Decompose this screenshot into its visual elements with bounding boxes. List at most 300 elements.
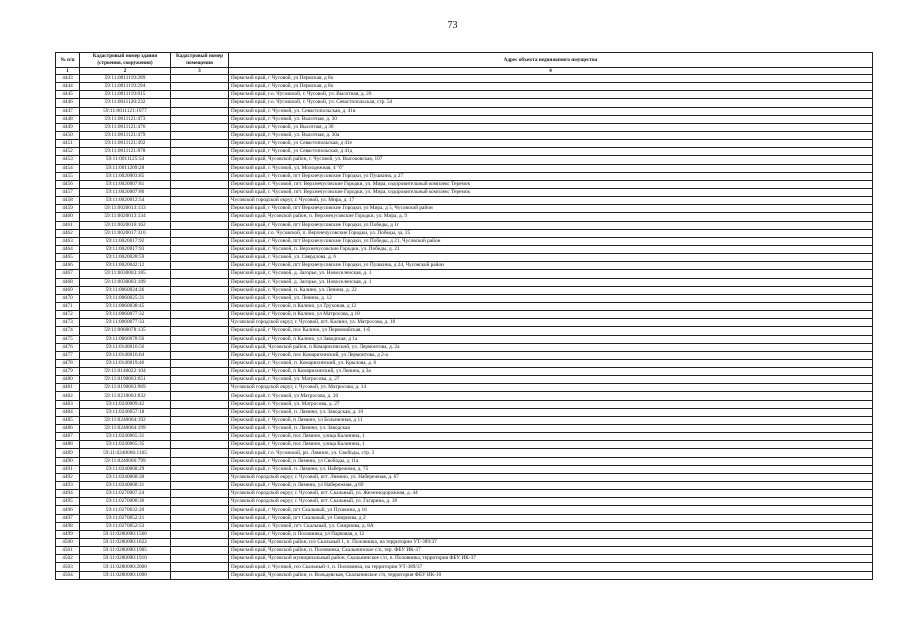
- premises-number: [171, 131, 229, 139]
- property-address: Пермский край, г Чусовой, ул Севастопольская, д 41д: [229, 148, 873, 156]
- premises-number: [171, 172, 229, 180]
- cadastral-number: 59:11:0190003:651: [80, 376, 171, 384]
- property-address: Пермский край, г.о. Чусовской, п. Верхнечусовские Городки, ул. Победы, зд. 25: [229, 229, 873, 237]
- cadastral-number: 59:11:0270032:20: [80, 506, 171, 514]
- premises-number: [171, 302, 229, 310]
- table-row: [56, 433, 873, 441]
- property-address: Пермский край, г. Чусовой, п/о Скальный-1, п. Половинка, на территории УТ-389/37: [229, 563, 873, 571]
- row-number: 4472: [56, 311, 80, 319]
- cadastral-number: 59:11:0140019:46: [80, 359, 171, 367]
- cadastral-number: 59:11:0140016:64: [80, 351, 171, 359]
- premises-number: [171, 539, 229, 547]
- property-address: Пермский край, г. Чусовой, п. Верхнечусовские Городки, ул. Победы, д. 21: [229, 245, 873, 253]
- table-row: [56, 441, 873, 449]
- premises-number: [171, 115, 229, 123]
- cadastral-number: 59:11:0020007:81: [80, 180, 171, 188]
- column-header-premises: Кадастровый номер помещения: [171, 53, 229, 68]
- premises-number: [171, 408, 229, 416]
- property-address: Пермский край, Чусовской район, г. Чусовой, ул. Высоковская, 107: [229, 156, 873, 164]
- row-number: 4485: [56, 416, 80, 424]
- table-row: [56, 237, 873, 245]
- row-number: 4451: [56, 140, 80, 148]
- row-number: 4491: [56, 465, 80, 473]
- row-number: 4463: [56, 237, 80, 245]
- property-register-table: [55, 52, 873, 580]
- table-row: [56, 449, 873, 457]
- table-row: [56, 465, 873, 473]
- cadastral-number: 59:11:0060078:56: [80, 335, 171, 343]
- table-header: [56, 53, 873, 75]
- cadastral-number: 59:11:0060038:45: [80, 302, 171, 310]
- column-index: 1: [56, 68, 80, 75]
- table-row: [56, 457, 873, 465]
- property-address: Пермский край, г Чусовой, пгт Верхнечусовские Городки, ул Пушкина, д 24, Чусовской район: [229, 262, 873, 270]
- cadastral-number: 59:11:0060024:26: [80, 286, 171, 294]
- premises-number: [171, 522, 229, 530]
- cadastral-number: 59:11:0190003:969: [80, 384, 171, 392]
- premises-number: [171, 400, 229, 408]
- row-number: 4453: [56, 156, 80, 164]
- premises-number: [171, 254, 229, 262]
- cadastral-number: 59:11:0011125:54: [80, 156, 171, 164]
- row-number: 4468: [56, 278, 80, 286]
- row-number: 4500: [56, 539, 80, 547]
- row-number: 4475: [56, 335, 80, 343]
- cadastral-number: 59:11:0140016:56: [80, 343, 171, 351]
- property-address: Пермский край, Чусовской район, п. Верхнечусовские Городки, ул. Мира, д. 9: [229, 213, 873, 221]
- row-number: 4474: [56, 327, 80, 335]
- table-row: [56, 327, 873, 335]
- premises-number: [171, 376, 229, 384]
- table-row: [56, 99, 873, 107]
- table-row: [56, 514, 873, 522]
- premises-number: [171, 530, 229, 538]
- row-number: 4443: [56, 75, 80, 83]
- row-number: 4494: [56, 490, 80, 498]
- row-number: 4489: [56, 449, 80, 457]
- row-number: 4460: [56, 213, 80, 221]
- premises-number: [171, 311, 229, 319]
- cadastral-number: 59:11:0020013:134: [80, 213, 171, 221]
- premises-number: [171, 319, 229, 327]
- premises-number: [171, 571, 229, 579]
- premises-number: [171, 473, 229, 481]
- table-row: [56, 416, 873, 424]
- property-address: Пермский край, г Чусовой, ул Пермская, д 8а: [229, 75, 873, 83]
- row-number: 4454: [56, 164, 80, 172]
- premises-number: [171, 514, 229, 522]
- row-number: 4476: [56, 343, 80, 351]
- table-row: [56, 571, 873, 579]
- property-address: Пермский край, Чусовской район, п/о Скальный 1, п. Половинка, на территории УТ-389/37: [229, 539, 873, 547]
- column-index: 3: [171, 68, 229, 75]
- property-address: Пермский край, г Чусовой, пгт Верхнечусовские Городки, ул Мира, д 5, Чусовской район: [229, 205, 873, 213]
- premises-number: [171, 83, 229, 91]
- property-address: Чусовской городской округ, г. Чусовой, пгт. Лямино, ул. Набережная, д. 67: [229, 473, 873, 481]
- cadastral-number: 59:11:0270008:36: [80, 498, 171, 506]
- row-number: 4450: [56, 131, 80, 139]
- row-number: 4467: [56, 270, 80, 278]
- premises-number: [171, 416, 229, 424]
- row-number: 4498: [56, 522, 80, 530]
- table-row: [56, 302, 873, 310]
- property-address: Пермский край, г. Чусовой, ул. Севастопольская, д. 41в: [229, 107, 873, 115]
- table-row: [56, 75, 873, 83]
- property-address: Пермский край, г Чусовой, ул Высотная, д 30: [229, 123, 873, 131]
- cadastral-number: 59:11:0060077:33: [80, 319, 171, 327]
- row-number: 4449: [56, 123, 80, 131]
- row-number: 4480: [56, 376, 80, 384]
- row-number: 4469: [56, 286, 80, 294]
- property-address: Пермский край, г. Чусовой, ул Матросова, д. 20: [229, 392, 873, 400]
- row-number: 4478: [56, 359, 80, 367]
- cadastral-number: 59:11:0030003:189: [80, 278, 171, 286]
- premises-number: [171, 547, 229, 555]
- property-address: Пермский край, г Чусовой, п Лямино, ул Набережная, д 69: [229, 482, 873, 490]
- cadastral-number: 59:11:0280000:1905: [80, 547, 171, 555]
- cadastral-number: 59:11:0240066:799: [80, 457, 171, 465]
- property-address: Пермский край, г. Чусовой, пгт. Скальный, ул. Смирнова, д. 8А: [229, 522, 873, 530]
- property-address: Пермский край, г Чусовой, пгт Верхнечусовские Городки, ул Пушкина, д 27: [229, 172, 873, 180]
- cadastral-number: 59:11:0280000:2000: [80, 563, 171, 571]
- premises-number: [171, 465, 229, 473]
- premises-number: [171, 294, 229, 302]
- cadastral-number: 59:11:0030003:185: [80, 270, 171, 278]
- property-address: Пермский край, г. Чусовой, д. Загорье, ул. Новоселенская, д. 1: [229, 270, 873, 278]
- property-address: Пермский край, Чусовской район, п. Вольдевская, Скальнинское с/п, территория ФБУ ИК-10: [229, 571, 873, 579]
- property-address: Чусовской городской округ, г. Чусовой, ул. Мира, д. 17: [229, 197, 873, 205]
- cadastral-number: 59:11:0011121:473: [80, 115, 171, 123]
- row-number: 4470: [56, 294, 80, 302]
- row-number: 4479: [56, 368, 80, 376]
- property-address: Чусовской городской округ, г. Чусовой, пгт. Калино, ул. Матросова, д. 18: [229, 319, 873, 327]
- table-row: [56, 384, 873, 392]
- premises-number: [171, 91, 229, 99]
- premises-number: [171, 425, 229, 433]
- property-address: Пермский край, г. Чусовой, пгт. Верхнечусовские Городки, ул. Мира, оздоровительный комплекс Теремок: [229, 188, 873, 196]
- row-number: 4481: [56, 384, 80, 392]
- cadastral-number: 59:11:0240064:192: [80, 416, 171, 424]
- table-row: [56, 359, 873, 367]
- column-header-num: № п/п: [56, 53, 80, 68]
- row-number: 4502: [56, 555, 80, 563]
- premises-number: [171, 205, 229, 213]
- cadastral-number: 59:11:0011119:294: [80, 83, 171, 91]
- property-address: Пермский край, г Чусовой, пос Калино, ул Первомайская, 1-б: [229, 327, 873, 335]
- row-number: 4504: [56, 571, 80, 579]
- cadastral-number: 59:11:0020003:85: [80, 172, 171, 180]
- row-number: 4493: [56, 482, 80, 490]
- table-row: [56, 408, 873, 416]
- row-number: 4503: [56, 563, 80, 571]
- premises-number: [171, 197, 229, 205]
- table-row: [56, 131, 873, 139]
- premises-number: [171, 148, 229, 156]
- row-number: 4496: [56, 506, 80, 514]
- cadastral-number: 59:11:0240064:199: [80, 425, 171, 433]
- table-row: [56, 245, 873, 253]
- premises-number: [171, 335, 229, 343]
- cadastral-number: 59:11:0011119:815: [80, 91, 171, 99]
- property-address: Чусовской городской округ, г. Чусовой, пгт. Скальный, ул. Гагарина, д. 18: [229, 498, 873, 506]
- table-row: [56, 107, 873, 115]
- row-number: 4444: [56, 83, 80, 91]
- property-address: Пермский край, г Чусовой, пгт Верхнечусовские Городки, ул Победы, д 1г: [229, 221, 873, 229]
- table-row: [56, 311, 873, 319]
- premises-number: [171, 490, 229, 498]
- property-address: Пермский край, г. Чусовой, д. Загорье, ул. Новоселенская, д. 1: [229, 278, 873, 286]
- property-address: Пермский край, г Чусовой, ул Севастопольская, д 41е: [229, 140, 873, 148]
- row-number: 4464: [56, 245, 80, 253]
- property-address: Пермский край, г Чусовой, пос Лямино, улица Калинина, 1: [229, 441, 873, 449]
- cadastral-number: 59:11:0011121:492: [80, 140, 171, 148]
- property-address: Пермский край, г Чусовой, пгт Скальный, ул Смирнова, д 2: [229, 514, 873, 522]
- cadastral-number: 59:11:0280000:1566: [80, 530, 171, 538]
- table-row: [56, 278, 873, 286]
- property-address: Пермский край, Чусовской муниципальный район, Скальнинское с/п, п. Половинка, территория ФБУ ИК-37: [229, 555, 873, 563]
- premises-number: [171, 107, 229, 115]
- property-address: Пермский край, Чусовской район, п Комарихинский, ул. Лермонтова, д. 2а: [229, 343, 873, 351]
- column-index: 4: [229, 68, 873, 75]
- table-row: [56, 319, 873, 327]
- cadastral-number: 59:11:0020042:12: [80, 262, 171, 270]
- row-number: 4456: [56, 180, 80, 188]
- premises-number: [171, 123, 229, 131]
- table-row: [56, 506, 873, 514]
- table-row: [56, 490, 873, 498]
- table-row: [56, 213, 873, 221]
- premises-number: [171, 392, 229, 400]
- table-row: [56, 522, 873, 530]
- premises-number: [171, 75, 229, 83]
- property-address: Пермский край, г Чусовой, пос Лямино, улица Калинина, 1: [229, 433, 873, 441]
- property-address: Пермский край, г Чусовой, п Калино, ул Трухоная, д 12: [229, 302, 873, 310]
- cadastral-number: 59:11:0060025:31: [80, 294, 171, 302]
- cadastral-number: 59:11:0240009:42: [80, 400, 171, 408]
- cadastral-number: 59:11:0020017:93: [80, 245, 171, 253]
- premises-number: [171, 327, 229, 335]
- table-row: [56, 188, 873, 196]
- cadastral-number: 59:11:0020017:310: [80, 229, 171, 237]
- property-address: Пермский край, г. Чусовой, ул. Молодежная, 4 "б": [229, 164, 873, 172]
- row-number: 4458: [56, 197, 80, 205]
- column-header-address: Адрес объекта недвижимого имущества: [229, 53, 873, 68]
- cadastral-number: 59:11:0060077:32: [80, 311, 171, 319]
- table-row: [56, 197, 873, 205]
- cadastral-number: 59:11:0210003:832: [80, 392, 171, 400]
- property-address: Чусовской городской округ, г. Чусовой, ул. Матросова, д. 14: [229, 384, 873, 392]
- cadastral-number: 59:11:0280000:1822: [80, 539, 171, 547]
- row-number: 4465: [56, 254, 80, 262]
- property-address: Пермский край, г. Чусовой, ул. Ленина, д. 12: [229, 294, 873, 302]
- property-address: Пермский край, г Чусовой, ул Пермская, д 8а: [229, 83, 873, 91]
- property-address: Пермский край, г.о. Чусовской, г. Чусовой, ул. Севастопольская, стр. 54: [229, 99, 873, 107]
- premises-number: [171, 229, 229, 237]
- table-row: [56, 115, 873, 123]
- table-row: [56, 425, 873, 433]
- table-row: [56, 172, 873, 180]
- premises-number: [171, 156, 229, 164]
- premises-number: [171, 286, 229, 294]
- cadastral-number: 59:11:0020028:59: [80, 254, 171, 262]
- cadastral-number: 59:11:0020017:92: [80, 237, 171, 245]
- row-number: 4499: [56, 530, 80, 538]
- row-number: 4486: [56, 425, 80, 433]
- premises-number: [171, 506, 229, 514]
- table-row: [56, 555, 873, 563]
- table-row: [56, 91, 873, 99]
- row-number: 4448: [56, 115, 80, 123]
- property-address: Пермский край, г Чусовой, пгт Скальный, ул Пушкина, д 16: [229, 506, 873, 514]
- row-number: 4462: [56, 229, 80, 237]
- cadastral-number: 59:11:0240065:35: [80, 441, 171, 449]
- row-number: 4459: [56, 205, 80, 213]
- premises-number: [171, 221, 229, 229]
- row-number: 4482: [56, 392, 80, 400]
- premises-number: [171, 555, 229, 563]
- premises-number: [171, 245, 229, 253]
- cadastral-number: 59:11:0060078:135: [80, 327, 171, 335]
- premises-number: [171, 188, 229, 196]
- table-row: [56, 547, 873, 555]
- premises-number: [171, 351, 229, 359]
- table-row: [56, 286, 873, 294]
- property-address: Чусовской городской округ, г. Чусовой, пгт. Скальный, ул. Железнодорожная, д. 44: [229, 490, 873, 498]
- property-address: Пермский край, г. Чусовой, п. Лямино, ул. Заводская, д. 10: [229, 408, 873, 416]
- cadastral-number: 59:11:0011119:289: [80, 75, 171, 83]
- property-address: Пермский край, г Чусовой, пос Комарихинский, ул Лермонтова, д 2-а: [229, 351, 873, 359]
- table-row: [56, 221, 873, 229]
- property-address: Пермский край, г. Чусовой, п. Комарихинский, ул. Крылова, д. 6: [229, 359, 873, 367]
- row-number: 4446: [56, 99, 80, 107]
- premises-number: [171, 457, 229, 465]
- property-address: Пермский край, г. Чусовой, п. Лямино, ул. Набережная, д. 75: [229, 465, 873, 473]
- property-address: Пермский край, г Чусовой, п Комарихинский, ул Ленина, д 3а: [229, 368, 873, 376]
- property-address: Пермский край, г. Чусовой, ул. Высотная, д. 30а: [229, 131, 873, 139]
- cadastral-number: 59:11:0011209:28: [80, 164, 171, 172]
- row-number: 4487: [56, 433, 80, 441]
- row-number: 4488: [56, 441, 80, 449]
- cadastral-number: 59:11:0240068:31: [80, 482, 171, 490]
- property-address: Пермский край, г Чусовой, п Лямино, ул Свободы, д 11а: [229, 457, 873, 465]
- property-address: Пермский край, г.о. Чусовской, г. Чусовой, ул. Высотная, д. 26: [229, 91, 873, 99]
- row-number: 4490: [56, 457, 80, 465]
- property-address: Пермский край, г. Чусовой, ул. Матросова, д. 27: [229, 400, 873, 408]
- cadastral-number: 59:11:0270052:53: [80, 522, 171, 530]
- property-address: Пермский край, г. Чусовой, ул. Матросова, д. 27: [229, 376, 873, 384]
- premises-number: [171, 213, 229, 221]
- premises-number: [171, 482, 229, 490]
- table-row: [56, 254, 873, 262]
- cadastral-number: 59:11:0240065:31: [80, 433, 171, 441]
- row-number: 4497: [56, 514, 80, 522]
- table-row: [56, 351, 873, 359]
- cadastral-number: 59:11:0270052:21: [80, 514, 171, 522]
- cadastral-number: 59:11:0020007:86: [80, 188, 171, 196]
- table-row: [56, 262, 873, 270]
- row-number: 4455: [56, 172, 80, 180]
- row-number: 4461: [56, 221, 80, 229]
- row-number: 4457: [56, 188, 80, 196]
- cadastral-number: 59:11:0011121:476: [80, 123, 171, 131]
- premises-number: [171, 164, 229, 172]
- property-address: Пермский край, г Чусовой, п Половинка, ул Парковая, д 12: [229, 530, 873, 538]
- table-row: [56, 270, 873, 278]
- premises-number: [171, 449, 229, 457]
- row-number: 4471: [56, 302, 80, 310]
- row-number: 4484: [56, 408, 80, 416]
- table-row: [56, 368, 873, 376]
- row-number: 4445: [56, 91, 80, 99]
- premises-number: [171, 384, 229, 392]
- property-address: Пермский край, г. Чусовой, п. Калино, ул. Ленина, д. 22: [229, 286, 873, 294]
- row-number: 4477: [56, 351, 80, 359]
- property-address: Пермский край, г. Чусовой, пгт. Верхнечусовские Городки, ул. Мира, оздоровительный комплекс Теремок: [229, 180, 873, 188]
- table-row: [56, 498, 873, 506]
- premises-number: [171, 563, 229, 571]
- table-row: [56, 335, 873, 343]
- table-row: [56, 229, 873, 237]
- table-row: [56, 376, 873, 384]
- cadastral-number: 59:11:0011121:479: [80, 131, 171, 139]
- column-index-row: [56, 68, 873, 75]
- table-row: [56, 482, 873, 490]
- premises-number: [171, 498, 229, 506]
- row-number: 4495: [56, 498, 80, 506]
- cadastral-number: 59:11:0140022:104: [80, 368, 171, 376]
- property-address: Пермский край, г. Чусовой, ул. Свердлова, д. 6: [229, 254, 873, 262]
- cadastral-number: 59:11:0280000:1910: [80, 555, 171, 563]
- premises-number: [171, 433, 229, 441]
- table-row: [56, 294, 873, 302]
- property-address: Пермский край, г Чусовой, п Калино, ул Матросова, д 18: [229, 311, 873, 319]
- row-number: 4473: [56, 319, 80, 327]
- row-number: 4492: [56, 473, 80, 481]
- cadastral-number: 59:11:0240068:29: [80, 465, 171, 473]
- table-row: [56, 473, 873, 481]
- table-row: [56, 400, 873, 408]
- property-address: Пермский край, г Чусовой, п Лямино, ул Больничная, д 11: [229, 416, 873, 424]
- premises-number: [171, 343, 229, 351]
- table-row: [56, 392, 873, 400]
- premises-number: [171, 270, 229, 278]
- premises-number: [171, 140, 229, 148]
- property-address: Пермский край, г. Чусовой, п. Лямино, ул. Заводская: [229, 425, 873, 433]
- property-address: Пермский край, г Чусовой, пгт Верхнечусовские Городки, ул Победы, д 21, Чусовской район: [229, 237, 873, 245]
- table-row: [56, 180, 873, 188]
- cadastral-number: 59:11:0240057:18: [80, 408, 171, 416]
- premises-number: [171, 237, 229, 245]
- table-row: [56, 539, 873, 547]
- column-header-cadastral: Кадастровый номер здания (строения, сооружения): [80, 53, 171, 68]
- premises-number: [171, 99, 229, 107]
- table-row: [56, 343, 873, 351]
- cadastral-number: 59:11:0240066:1165: [80, 449, 171, 457]
- row-number: 4452: [56, 148, 80, 156]
- premises-number: [171, 359, 229, 367]
- row-number: 4447: [56, 107, 80, 115]
- cadastral-number: 59:11:0011121:878: [80, 148, 171, 156]
- cadastral-number: 59:11:0240068:30: [80, 473, 171, 481]
- premises-number: [171, 441, 229, 449]
- table-row: [56, 83, 873, 91]
- column-index: 2: [80, 68, 171, 75]
- premises-number: [171, 278, 229, 286]
- table-row: [56, 205, 873, 213]
- cadastral-number: 59:11:0280000:1000: [80, 571, 171, 579]
- row-number: 4501: [56, 547, 80, 555]
- table-row: [56, 530, 873, 538]
